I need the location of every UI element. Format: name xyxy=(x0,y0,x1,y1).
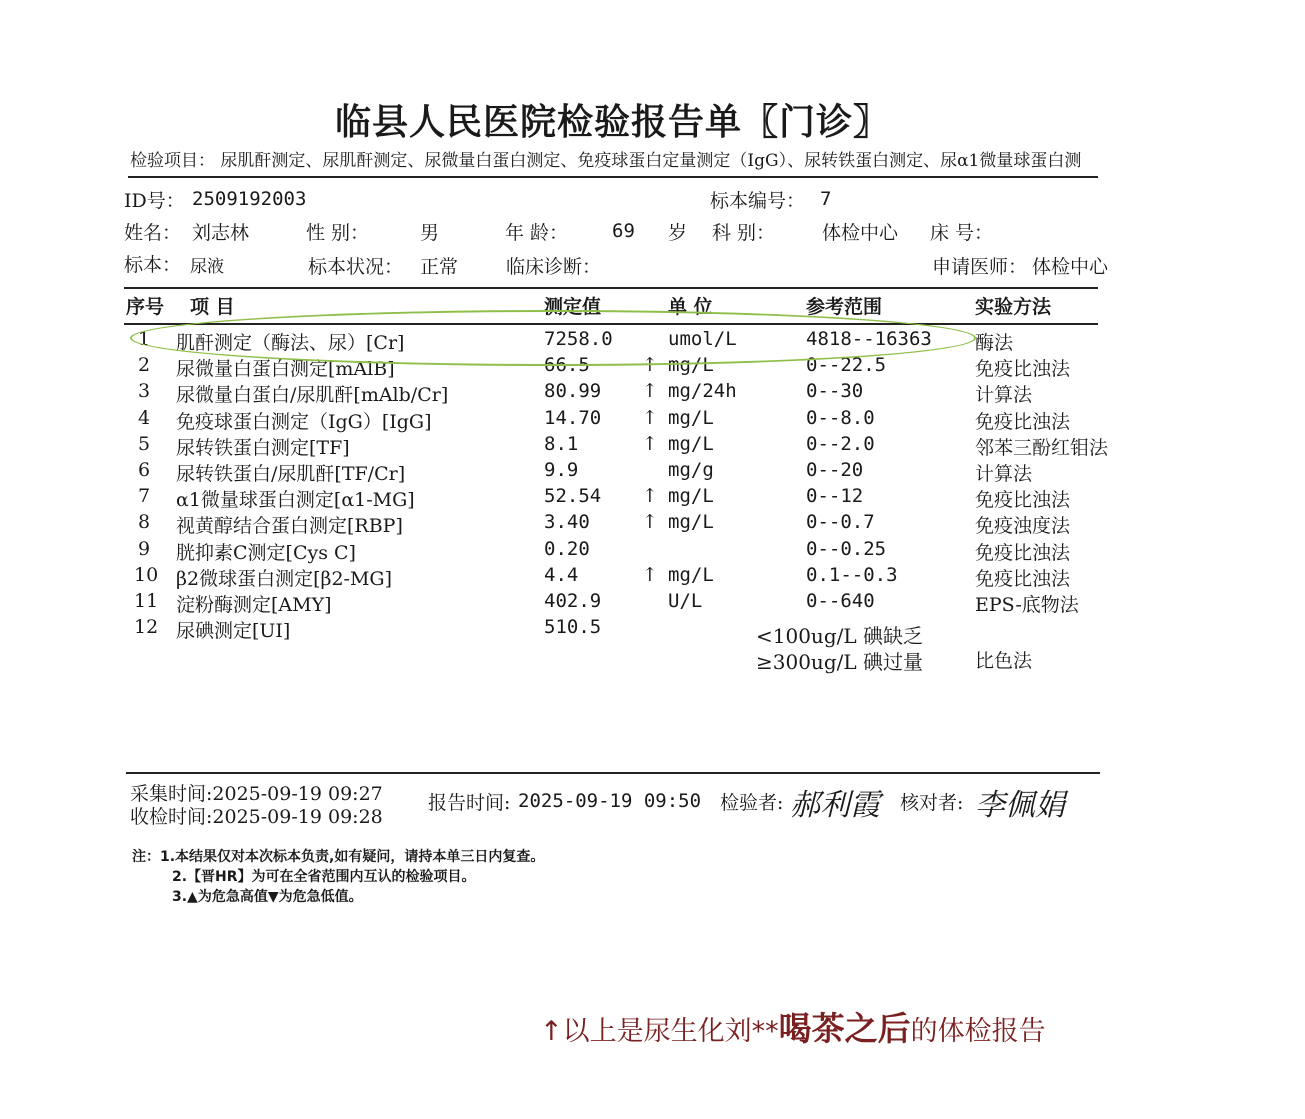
row-no: 8 xyxy=(138,511,151,534)
row-value: 80.99 xyxy=(544,380,602,403)
row-item-name: 尿微量白蛋白/尿肌酐[mAlb/Cr] xyxy=(176,384,449,407)
table-row xyxy=(0,538,1305,564)
row-value: 7258.0 xyxy=(544,328,613,350)
name-value: 刘志林 xyxy=(192,222,250,244)
row-flag: ↑ xyxy=(642,354,658,377)
caption-emphasis: 喝茶之后 xyxy=(778,1009,911,1048)
row-method: 免疫比浊法 xyxy=(975,410,1071,433)
specimen-value: 尿液 xyxy=(190,257,224,277)
iodine-method: 比色法 xyxy=(975,650,1033,672)
table-row xyxy=(0,380,1305,406)
highlight-ellipse xyxy=(130,310,976,366)
row-no: 9 xyxy=(138,537,151,560)
col-value: 测定值 xyxy=(544,296,602,318)
caption-prefix: ↑以上是尿生化刘** xyxy=(540,1016,779,1047)
table-row xyxy=(0,407,1305,433)
top-rule xyxy=(128,176,1098,178)
name-label: 姓名： xyxy=(124,222,182,244)
specimen-status-label: 标本状况： xyxy=(308,256,404,278)
dept-label: 科 别： xyxy=(712,222,776,244)
row-method: 免疫浊度法 xyxy=(975,515,1071,538)
row-item-name: 尿转铁蛋白测定[TF] xyxy=(176,436,350,459)
row-unit: mg/L xyxy=(668,511,714,534)
row-no: 5 xyxy=(138,432,151,455)
row-item-name: 尿碘测定[UI] xyxy=(176,620,291,643)
row-ref: 0--20 xyxy=(806,459,864,481)
col-method: 实验方法 xyxy=(975,296,1052,318)
row-flag: ↑ xyxy=(642,511,658,534)
diagnosis-label: 临床诊断： xyxy=(506,256,602,278)
row-no: 12 xyxy=(134,616,159,639)
row-flag: ↑ xyxy=(642,432,658,455)
row-ref: 4818--16363 xyxy=(806,328,932,350)
iodine-ref-line1: <100ug/L 碘缺乏 xyxy=(756,624,923,648)
row-item-name: 视黄醇结合蛋白测定[RBP] xyxy=(176,515,403,538)
row-unit: mg/L xyxy=(668,354,714,377)
row-ref: 0--8.0 xyxy=(806,406,875,429)
row-item-name: 淀粉酶测定[AMY] xyxy=(176,594,332,616)
dept-value: 体检中心 xyxy=(822,222,899,244)
receive-time: 收检时间:2025-09-19 09:28 xyxy=(130,806,383,828)
bed-label: 床 号： xyxy=(930,222,994,244)
row-item-name: 免疫球蛋白测定（IgG）[IgG] xyxy=(176,410,432,433)
row-value: 402.9 xyxy=(544,590,602,612)
header-rule xyxy=(124,287,1098,289)
row-no: 11 xyxy=(134,590,159,612)
row-value: 8.1 xyxy=(544,432,579,455)
table-row xyxy=(0,616,1305,642)
row-flag: ↑ xyxy=(642,406,658,429)
row-method: 邻苯三酚红钼法 xyxy=(975,436,1109,459)
report-time-label: 报告时间: xyxy=(428,792,511,814)
row-unit: mg/L xyxy=(668,563,714,586)
row-method: EPS-底物法 xyxy=(975,594,1079,616)
col-item: 项 目 xyxy=(190,296,235,318)
row-value: 52.54 xyxy=(544,485,602,508)
row-method: 免疫比浊法 xyxy=(975,358,1071,381)
tester-signature: 郝利霞 xyxy=(790,788,880,823)
test-items-line: 检验项目： 尿肌酐测定、尿肌酐测定、尿微量白蛋白测定、免疫球蛋白定量测定（IgG）、尿转铁蛋白测定、尿α1微量球蛋白测 xyxy=(130,151,1082,171)
report-title: 临县人民医院检验报告单〖门诊〗 xyxy=(335,102,891,143)
row-unit: mg/24h xyxy=(668,380,737,403)
id-value: 2509192003 xyxy=(192,188,307,210)
note-3: 3.▲为危急高值▼为危急低值。 xyxy=(172,889,363,905)
row-ref: 0--2.0 xyxy=(806,432,875,455)
age-unit: 岁 xyxy=(668,222,688,244)
row-item-name: 尿转铁蛋白/尿肌酐[TF/Cr] xyxy=(176,463,406,485)
row-flag: ↑ xyxy=(642,485,658,508)
row-unit: umol/L xyxy=(668,328,737,350)
id-label: ID号： xyxy=(124,190,185,212)
specimen-status-value: 正常 xyxy=(420,256,459,278)
row-value: 9.9 xyxy=(544,459,579,481)
row-no: 1 xyxy=(138,328,151,350)
reviewer-signature: 李佩娟 xyxy=(975,788,1065,823)
row-item-name: 胱抑素C测定[Cys C] xyxy=(176,541,356,564)
table-row xyxy=(0,511,1305,537)
sample-no-value: 7 xyxy=(820,188,832,210)
row-item-name: α1微量球蛋白测定[α1-MG] xyxy=(176,489,415,512)
row-flag: ↑ xyxy=(642,563,658,586)
row-no: 7 xyxy=(138,485,151,508)
row-ref: 0--640 xyxy=(806,590,875,612)
row-method: 免疫比浊法 xyxy=(975,489,1071,512)
age-label: 年 龄： xyxy=(505,222,569,244)
col-no: 序号 xyxy=(126,296,165,318)
table-row xyxy=(0,433,1305,459)
row-no: 3 xyxy=(138,380,151,403)
footer-rule xyxy=(126,772,1100,774)
row-no: 6 xyxy=(138,459,151,481)
note-2: 2.【晋HR】为可在全省范围内互认的检验项目。 xyxy=(172,869,476,885)
table-row xyxy=(0,590,1305,616)
row-value: 66.5 xyxy=(544,354,590,377)
tester-label: 检验者: xyxy=(720,792,784,814)
caption xyxy=(540,1003,1046,1050)
sex-value: 男 xyxy=(420,222,440,244)
row-value: 14.70 xyxy=(544,406,602,429)
caption-suffix: 的体检报告 xyxy=(910,1016,1046,1047)
row-ref: 0--0.7 xyxy=(806,511,875,534)
col-unit: 单 位 xyxy=(668,296,713,318)
table-row xyxy=(0,485,1305,511)
row-value: 510.5 xyxy=(544,616,602,639)
doctor-value: 体检中心 xyxy=(1032,256,1109,278)
row-value: 0.20 xyxy=(544,537,590,560)
row-ref: 0.1--0.3 xyxy=(806,563,898,586)
row-item-name: 尿微量白蛋白测定[mAlB] xyxy=(176,358,395,381)
row-method: 计算法 xyxy=(975,463,1033,485)
row-no: 2 xyxy=(138,354,151,377)
row-method: 酶法 xyxy=(975,332,1014,354)
row-method: 免疫比浊法 xyxy=(975,567,1071,590)
table-row xyxy=(0,564,1305,590)
table-row xyxy=(0,459,1305,485)
iodine-ref-line2: ≥300ug/L 碘过量 xyxy=(756,650,923,674)
specimen-label: 标本： xyxy=(124,254,182,276)
row-no: 10 xyxy=(134,563,159,586)
note-1: 注：1.本结果仅对本次标本负责,如有疑问，请持本单三日内复查。 xyxy=(132,849,545,865)
row-item-name: 肌酐测定（酶法、尿）[Cr] xyxy=(176,332,405,354)
row-ref: 0--30 xyxy=(806,380,864,403)
row-unit: U/L xyxy=(668,590,703,612)
row-item-name: β2微球蛋白测定[β2-MG] xyxy=(176,567,393,590)
report-time: 2025-09-19 09:50 xyxy=(518,790,702,812)
row-ref: 0--22.5 xyxy=(806,354,887,377)
row-ref: 0--12 xyxy=(806,485,864,508)
row-method: 免疫比浊法 xyxy=(975,541,1071,564)
row-value: 3.40 xyxy=(544,511,590,534)
row-flag: ↑ xyxy=(642,380,658,403)
reviewer-label: 核对者: xyxy=(900,792,964,814)
sample-no-label: 标本编号： xyxy=(710,190,806,212)
col-ref: 参考范围 xyxy=(806,296,883,318)
row-method: 计算法 xyxy=(975,384,1033,407)
collect-time: 采集时间:2025-09-19 09:27 xyxy=(130,783,383,805)
sex-label: 性 别： xyxy=(306,222,370,244)
row-unit: mg/L xyxy=(668,432,714,455)
doctor-label: 申请医师： xyxy=(932,256,1028,278)
row-no: 4 xyxy=(138,406,151,429)
row-unit: mg/L xyxy=(668,406,714,429)
row-ref: 0--0.25 xyxy=(806,537,887,560)
age-value: 69 xyxy=(612,220,635,242)
row-unit: mg/L xyxy=(668,485,714,508)
row-value: 4.4 xyxy=(544,563,579,586)
row-unit: mg/g xyxy=(668,459,714,481)
